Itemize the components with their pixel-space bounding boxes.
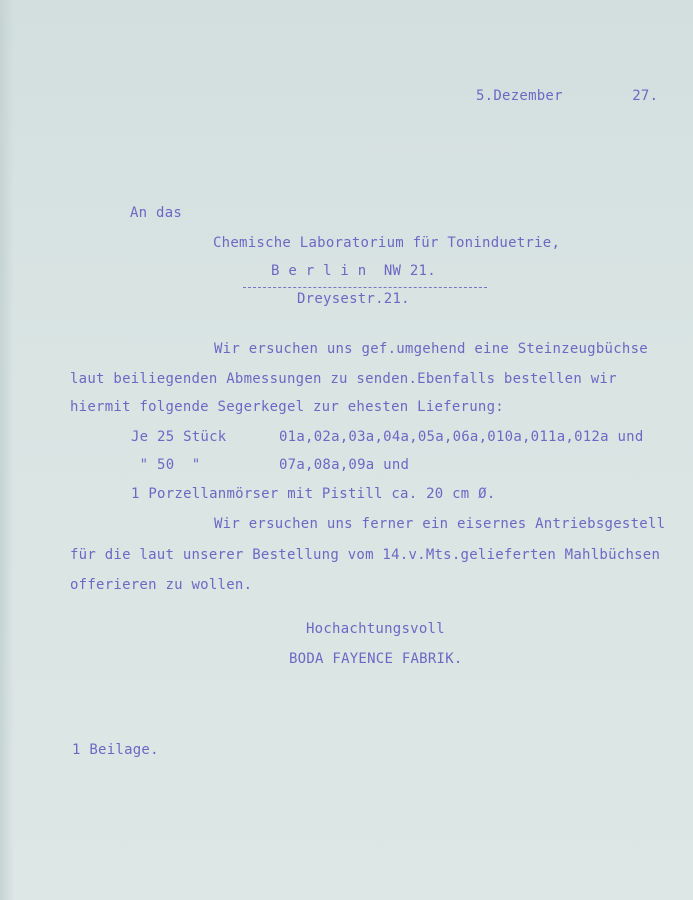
order-items-2: 07a,08a,09a und [279,457,410,473]
order-items-1: 01a,02a,03a,04a,05a,06a,010a,011a,012a und [279,429,644,445]
recipient-city: B e r l i n NW 21. [271,263,436,279]
city-underline [243,287,487,288]
recipient-street: Dreysestr.21. [297,291,410,307]
paragraph1-line1: Wir ersuchen uns gef.umgehend eine Steinzeugbüchse [214,341,648,357]
closing-phrase: Hochachtungsvoll [306,621,445,637]
paragraph2-line2: für die laut unserer Bestellung vom 14.v.Mts.gelieferten Mahlbüchsen [70,547,661,563]
paragraph2-line3: offerieren zu wollen. [70,577,253,593]
paper-edge-shadow [0,0,14,900]
mortar-line: 1 Porzellanmörser mit Pistill ca. 20 cm Ø. [131,486,496,502]
letter-date: 5.Dezember 27. [476,88,659,104]
salutation: An das [130,205,183,221]
sender-company: BODA FAYENCE FABRIK. [289,651,463,667]
recipient-name: Chemische Laboratorium für Toninduetrie, [213,235,561,251]
order-qty-1: Je 25 Stück [131,429,227,445]
paragraph2-line1: Wir ersuchen uns ferner ein eisernes Antriebsgestell [214,516,666,532]
paragraph1-line2: laut beiliegenden Abmessungen zu senden.Ebenfalls bestellen wir [70,371,617,387]
paragraph1-line3: hiermit folgende Segerkegel zur ehesten Lieferung: [70,399,504,415]
order-qty-2: " 50 " [131,457,201,473]
enclosure-note: 1 Beilage. [72,742,159,758]
